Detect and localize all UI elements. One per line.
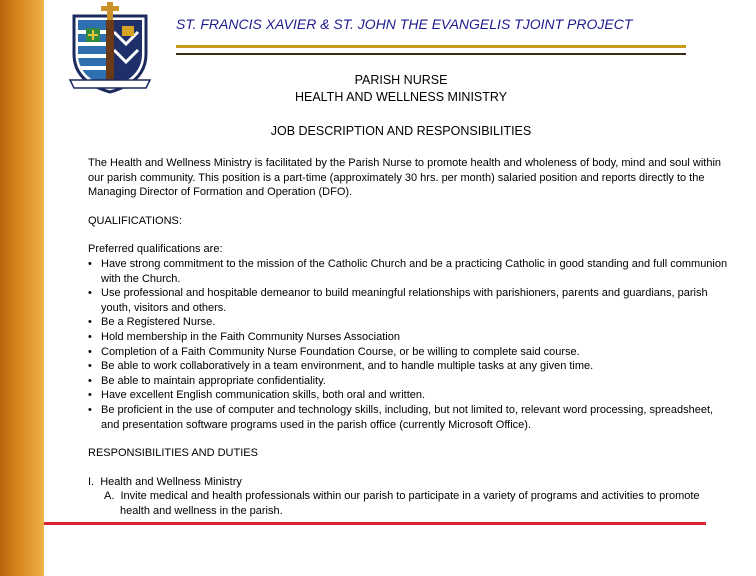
intro-paragraph: The Health and Wellness Ministry is facilitated by the Parish Nurse to promote health and wholeness of body, mind and soul within our parish community. This position is a part-time (approximately 30 hrs. per month) salaried position and reports directly to the Managing Director of Formation and Operation (DFO). bbox=[88, 157, 722, 199]
list-item: • Hold membership in the Faith Community Nurses Association bbox=[88, 330, 728, 345]
parish-crest-icon bbox=[62, 2, 158, 94]
responsibility-item-a-text: A. Invite medical and health professionals within our parish to participate in a variety of programs and activities to promote health and wellness in the parish. bbox=[104, 490, 703, 517]
qualifications-list bbox=[88, 257, 728, 432]
header-rule-dark bbox=[176, 53, 686, 55]
qualifications-lead: Preferred qualifications are: bbox=[88, 243, 223, 256]
document-title bbox=[176, 72, 626, 106]
list-item: • Be able to work collaboratively in a team environment, and to handle multiple tasks at any given time. bbox=[88, 359, 728, 374]
bottom-rule bbox=[44, 522, 706, 525]
list-item: • Be a Registered Nurse. bbox=[88, 315, 728, 330]
list-item: • Completion of a Faith Community Nurse Foundation Course, or be willing to complete said course. bbox=[88, 345, 728, 360]
header-rule-gold bbox=[176, 45, 686, 48]
qualifications-heading: QUALIFICATIONS: bbox=[88, 214, 182, 227]
list-item: • Use professional and hospitable demeanor to build meaningful relationships with parishioners, parents and guardians, parish youth, visitors and others. bbox=[88, 286, 728, 315]
document-subtitle: JOB DESCRIPTION AND RESPONSIBILITIES bbox=[270, 124, 532, 138]
list-item: • Be proficient in the use of computer and technology skills, including, but not limited to, relevant word processing, spreadsheet, and presentation software programs used in the parish office (currently Microsoft Office). bbox=[88, 403, 728, 432]
title-line-2: HEALTH AND WELLNESS MINISTRY bbox=[294, 90, 508, 104]
document-body bbox=[88, 156, 728, 518]
responsibilities-heading: RESPONSIBILITIES AND DUTIES bbox=[88, 447, 258, 460]
header-title: ST. FRANCIS XAVIER & ST. JOHN THE EVANGELIS TJOINT PROJECT bbox=[176, 16, 633, 32]
list-item: • Have excellent English communication skills, both oral and written. bbox=[88, 388, 728, 403]
responsibility-item-a bbox=[88, 489, 728, 518]
list-item: • Have strong commitment to the mission of the Catholic Church and be a practicing Catholic in good standing and full communion with the Church. bbox=[88, 257, 728, 286]
section-title: I. Health and Wellness Ministry bbox=[88, 475, 242, 488]
title-line-1: PARISH NURSE bbox=[354, 73, 448, 87]
list-item: • Be able to maintain appropriate confidentiality. bbox=[88, 374, 728, 389]
side-bar bbox=[0, 0, 44, 576]
